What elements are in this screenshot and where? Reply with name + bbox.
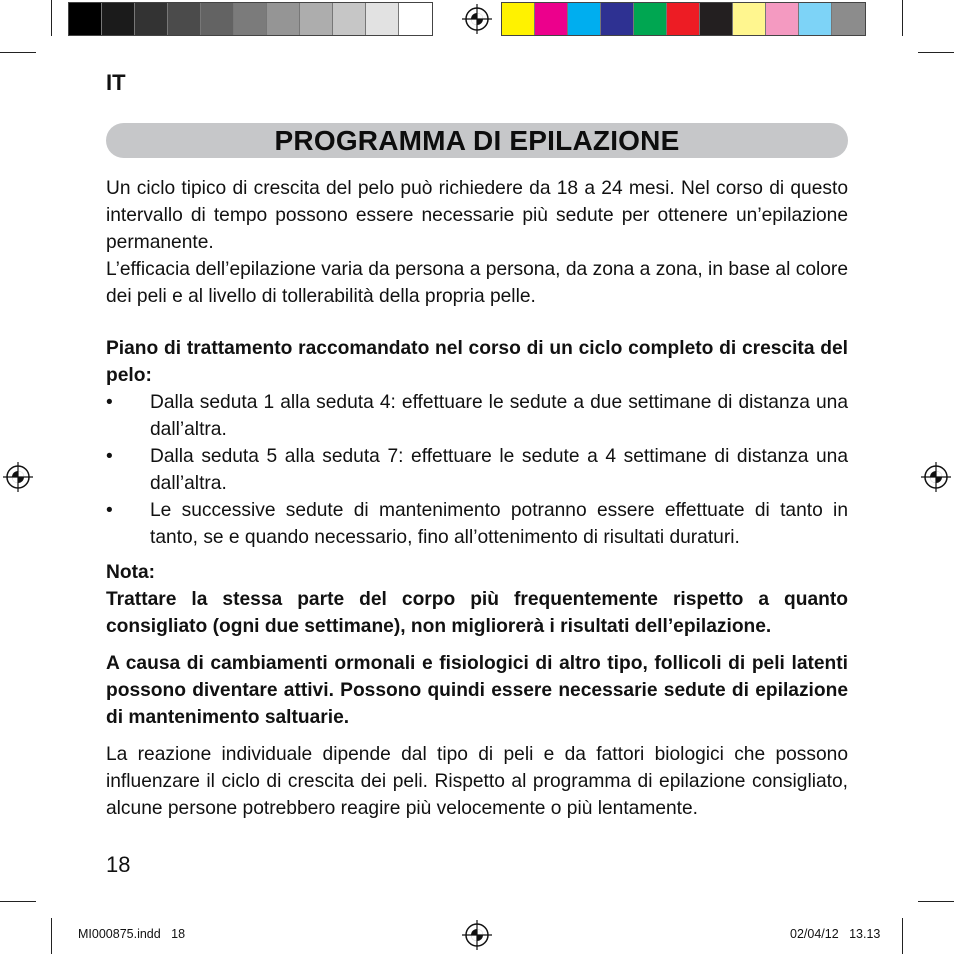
footer-file-info: MI000875.indd 18 <box>78 927 186 941</box>
gray-swatch <box>201 3 234 35</box>
hormonal-note: A causa di cambiamenti ormonali e fisiologici di altro tipo, follicoli di peli latenti possono diventare attivi. Possono quindi essere necessarie sedute di epilazione di mantenimento saltuarie. <box>106 653 848 728</box>
gray-swatch <box>168 3 201 35</box>
process-color-bar <box>501 2 866 36</box>
list-item <box>106 389 848 443</box>
color-swatch <box>700 3 733 35</box>
color-swatch <box>601 3 634 35</box>
page-title: PROGRAMMA DI EPILAZIONE <box>274 124 680 156</box>
list-item <box>106 443 848 497</box>
color-swatch <box>799 3 832 35</box>
color-swatch <box>733 3 766 35</box>
gray-swatch <box>399 3 432 35</box>
list-item-text: Dalla seduta 5 alla seduta 7: effettuare le sedute a 4 settimane di distanza una dall’altra. <box>150 446 848 494</box>
color-swatch <box>667 3 700 35</box>
list-item <box>106 497 848 551</box>
list-item-text: Dalla seduta 1 alla seduta 4: effettuare le sedute a due settimane di distanza una dall’altra. <box>150 392 848 440</box>
intro-paragraph: Un ciclo tipico di crescita del pelo può richiedere da 18 a 24 mesi. Nel corso di questo intervallo di tempo possono essere necessarie più sedute per ottenere un’epilazione permanente. <box>106 178 848 253</box>
body-text <box>106 175 848 822</box>
crop-mark <box>0 901 36 902</box>
gray-swatch <box>234 3 267 35</box>
gray-swatch <box>333 3 366 35</box>
crop-mark <box>51 0 52 36</box>
bullet-icon: • <box>106 446 113 467</box>
plan-list <box>106 389 848 551</box>
language-label: IT <box>106 70 126 95</box>
crop-mark <box>0 52 36 53</box>
gray-swatch <box>69 3 102 35</box>
intro-paragraph: L’efficacia dell’epilazione varia da persona a persona, da zona a zona, in base al colore dei peli e al livello di tollerabilità della propria pelle. <box>106 259 848 307</box>
color-swatch <box>502 3 535 35</box>
color-swatch <box>634 3 667 35</box>
gray-swatch <box>267 3 300 35</box>
registration-mark-icon <box>921 462 951 492</box>
bullet-icon: • <box>106 500 113 521</box>
note-text: Trattare la stessa parte del corpo più frequentemente rispetto a quanto consigliato (ogni due settimane), non migliorerà i risultati dell’epilazione. <box>106 589 848 637</box>
crop-mark <box>918 52 954 53</box>
crop-mark <box>918 901 954 902</box>
gray-swatch <box>102 3 135 35</box>
registration-mark-icon <box>462 920 492 950</box>
grayscale-color-bar <box>68 2 433 36</box>
color-swatch <box>568 3 601 35</box>
bullet-icon: • <box>106 392 113 413</box>
plan-heading: Piano di trattamento raccomandato nel corso di un ciclo completo di crescita del pelo: <box>106 338 848 386</box>
reaction-paragraph: La reazione individuale dipende dal tipo di peli e da fattori biologici che possono influenzare il ciclo di crescita dei peli. Rispetto al programma di epilazione consigliato, alcune persone potrebbero reagire più velocemente o più lentamente. <box>106 744 848 819</box>
note-label: Nota: <box>106 562 156 583</box>
color-swatch <box>766 3 799 35</box>
title-bar <box>106 123 848 158</box>
list-item-text: Le successive sedute di mantenimento potranno essere effettuate di tanto in tanto, se e quando necessario, fino all’ottenimento di risultati duraturi. <box>150 500 848 548</box>
footer-datetime: 02/04/12 13.13 <box>790 927 881 941</box>
gray-swatch <box>300 3 333 35</box>
page-number: 18 <box>106 852 131 877</box>
gray-swatch <box>366 3 399 35</box>
color-swatch <box>832 3 865 35</box>
crop-mark <box>902 0 903 36</box>
gray-swatch <box>135 3 168 35</box>
color-swatch <box>535 3 568 35</box>
crop-mark <box>51 918 52 954</box>
crop-mark <box>902 918 903 954</box>
registration-mark-icon <box>3 462 33 492</box>
registration-mark-icon <box>462 4 492 34</box>
